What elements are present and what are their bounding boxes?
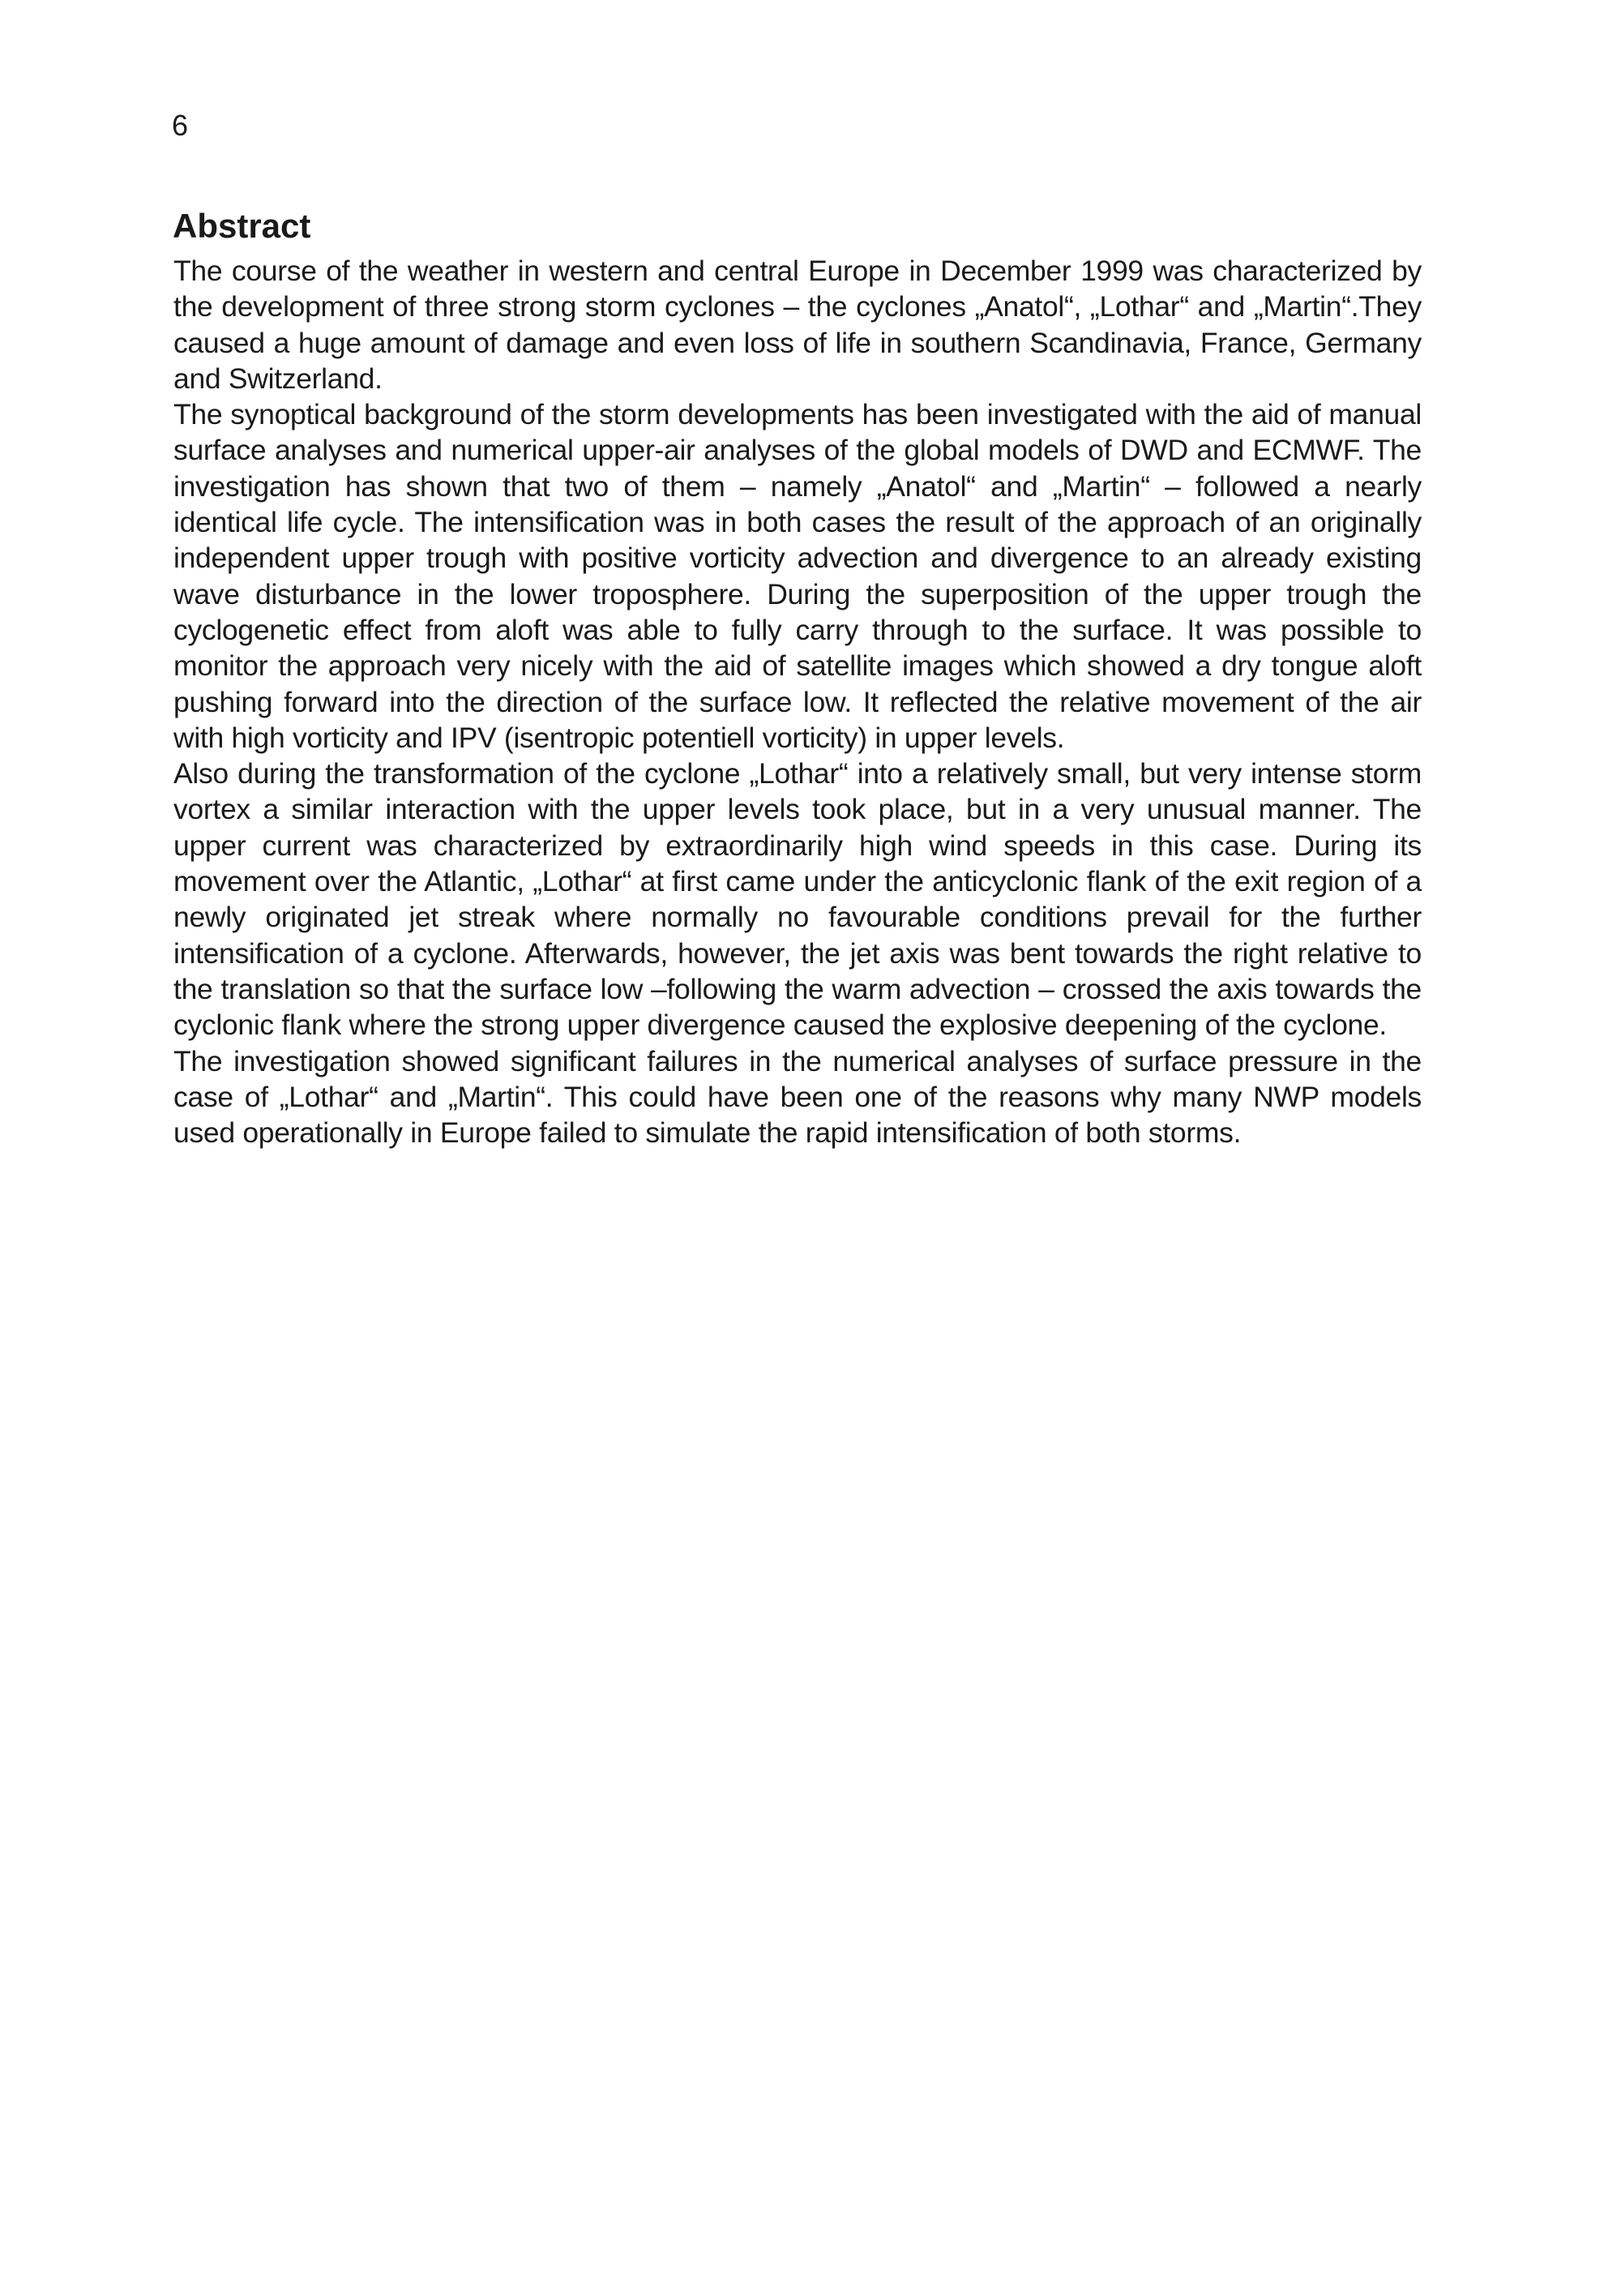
abstract-paragraph-4: The investigation showed significant failures in the numerical analyses of surface pressure in the case of „Lothar“ and „Martin“. This could have been one of the reasons why many NWP models used operationally in Europe failed to simulate the rapid intensification of both storms. [173, 1044, 1422, 1150]
abstract-paragraph-3: Also during the transformation of the cyclone „Lothar“ into a relatively small, but very intense storm vortex a similar interaction with the upper levels took place, but in a very unusual manner. The upper current was characterized by extraordinarily high wind speeds in this case. During its movement over the Atlantic, „Lothar“ at first came under the anticyclonic flank of the exit region of a newly originated jet streak where normally no favourable conditions prevail for the further intensification of a cyclone. Afterwards, however, the jet axis was bent towards the right relative to the translation so that the surface low –following the warm advection – crossed the axis towards the cyclonic flank where the strong upper divergence caused the explosive deepening of the cyclone. [173, 757, 1422, 1042]
abstract-body [173, 253, 1422, 1150]
abstract-paragraph-1: The course of the weather in western and central Europe in December 1999 was characterized by the development of three strong storm cyclones – the cyclones „Anatol“, „Lothar“ and „Martin“.They caused a huge amount of damage and even loss of life in southern Scandinavia, France, Germany and Switzerland. [173, 255, 1422, 395]
abstract-heading: Abstract [173, 207, 311, 245]
abstract-paragraph-2: The synoptical background of the storm developments has been investigated with the aid of manual surface analyses and numerical upper-air analyses of the global models of DWD and ECMWF. The investigation has shown that two of them – namely „Anatol“ and „Martin“ – followed a nearly identical life cycle. The intensification was in both cases the result of the approach of an originally independent upper trough with positive vorticity advection and divergence to an already existing wave disturbance in the lower troposphere. During the superposition of the upper trough the cyclogenetic effect from aloft was able to fully carry through to the surface. It was possible to monitor the approach very nicely with the aid of satellite images which showed a dry tongue aloft pushing forward into the direction of the surface low. It reflected the relative movement of the air with high vorticity and IPV (isentropic potentiell vorticity) in upper levels. [173, 398, 1422, 754]
page-number: 6 [172, 109, 189, 142]
